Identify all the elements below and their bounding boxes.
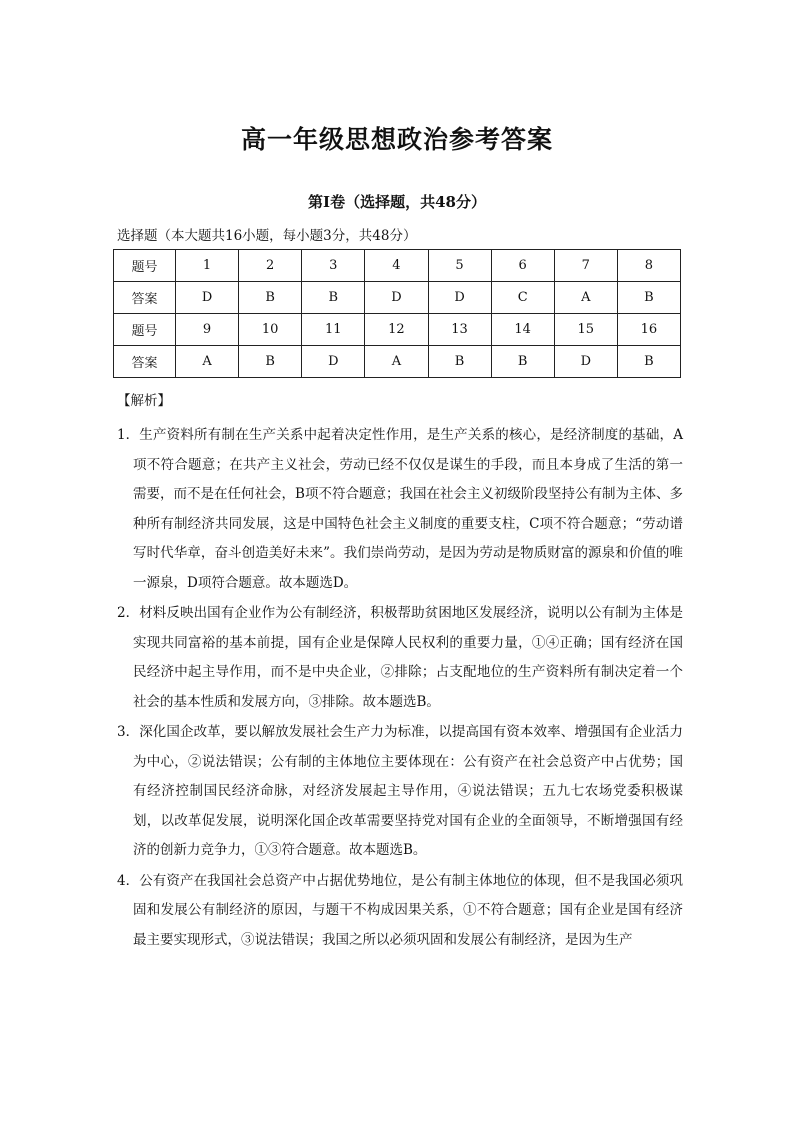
question-intro: 选择题（本大题共16小题，每小题3分，共48分） [117, 228, 417, 244]
table-cell: D [365, 282, 428, 314]
table-cell: B [239, 282, 302, 314]
table-cell: 1 [176, 250, 239, 282]
table-cell: 9 [176, 314, 239, 346]
item-text: 深化国企改革，要以解放发展社会生产力为标准，以提高国有资本效率、增强国有企业活力为中心，②说法错误；公有制的主体地位主要体现在：公有资产在社会总资产中占优势；国有经济控制国民经济命脉，对经济发展起主导作用，④说法错误；五九七农场党委积极谋划，以改革促发展，说明深化国企改革需要坚持党对国有企业的全面领导，不断增强国有经济的创新力竞争力，①③符合题意。故本题选B。 [133, 724, 683, 858]
table-cell: 10 [239, 314, 302, 346]
table-cell: A [176, 346, 239, 378]
table-cell: A [365, 346, 428, 378]
item-text: 公有资产在我国社会总资产中占据优势地位，是公有制主体地位的体现，但不是我国必须巩固和发展公有制经济的原因，与题干不构成因果关系，①不符合题意；国有企业是国有经济最主要实现形式，③说法错误；我国之所以必须巩固和发展公有制经济，是因为生产 [133, 872, 683, 948]
table-cell: 14 [491, 314, 554, 346]
table-cell: B [428, 346, 491, 378]
analysis-item [117, 421, 683, 598]
table-cell: 8 [617, 250, 680, 282]
row-label: 答案 [114, 346, 176, 378]
table-cell: 11 [302, 314, 365, 346]
answer-table [113, 249, 681, 378]
table-cell: D [554, 346, 617, 378]
analysis-item [117, 718, 683, 866]
table-cell: 4 [365, 250, 428, 282]
table-cell: B [491, 346, 554, 378]
section-title [0, 191, 794, 212]
section-title-text: 第Ⅰ卷（选择题，共48分） [308, 193, 486, 211]
table-cell: B [239, 346, 302, 378]
table-cell: 3 [302, 250, 365, 282]
table-row [114, 282, 681, 314]
analysis-item [117, 599, 683, 717]
row-label: 题号 [114, 250, 176, 282]
analysis-heading: 【解析】 [117, 393, 171, 409]
table-row [114, 314, 681, 346]
table-cell: 6 [491, 250, 554, 282]
table-cell: D [302, 346, 365, 378]
row-label: 题号 [114, 314, 176, 346]
item-text: 生产资料所有制在生产关系中起着决定性作用，是生产关系的核心，是经济制度的基础，A项不符合题意；在共产主义社会，劳动已经不仅仅是谋生的手段，而且本身成了生活的第一需要，而不是在任何社会，B项不符合题意；我国在社会主义初级阶段坚持公有制为主体、多种所有制经济共同发展，这是中国特色社会主义制度的重要支柱，C项不符合题意；“劳动谱写时代华章，奋斗创造美好未来”。我们崇尚劳动，是因为劳动是物质财富的源泉和价值的唯一源泉，D项符合题意。故本题选D。 [133, 427, 683, 591]
item-number: 4． [117, 872, 140, 889]
table-cell: B [302, 282, 365, 314]
table-cell: 2 [239, 250, 302, 282]
table-row [114, 346, 681, 378]
table-cell: 7 [554, 250, 617, 282]
table-cell: 15 [554, 314, 617, 346]
table-cell: C [491, 282, 554, 314]
analysis-list [117, 421, 683, 956]
table-cell: B [617, 346, 680, 378]
item-text: 材料反映出国有企业作为公有制经济，积极帮助贫困地区发展经济，说明以公有制为主体是实现共同富裕的基本前提，国有企业是保障人民权利的重要力量，①④正确；国有经济在国民经济中起主导作用，而不是中央企业，②排除；占支配地位的生产资料所有制决定着一个社会的基本性质和发展方向，③排除。故本题选B。 [133, 605, 683, 710]
table-cell: D [428, 282, 491, 314]
table-cell: 5 [428, 250, 491, 282]
item-number: 3． [117, 724, 140, 740]
table-row [114, 250, 681, 282]
table-cell: B [617, 282, 680, 314]
document-title: 高一年级思想政治参考答案 [240, 125, 553, 154]
item-number: 2． [117, 605, 140, 621]
item-number: 1． [117, 427, 140, 443]
table-cell: A [554, 282, 617, 314]
table-cell: 13 [428, 314, 491, 346]
table-cell: 12 [365, 314, 428, 346]
analysis-item [117, 867, 683, 956]
table-cell: 16 [617, 314, 680, 346]
row-label: 答案 [114, 282, 176, 314]
table-cell: D [176, 282, 239, 314]
